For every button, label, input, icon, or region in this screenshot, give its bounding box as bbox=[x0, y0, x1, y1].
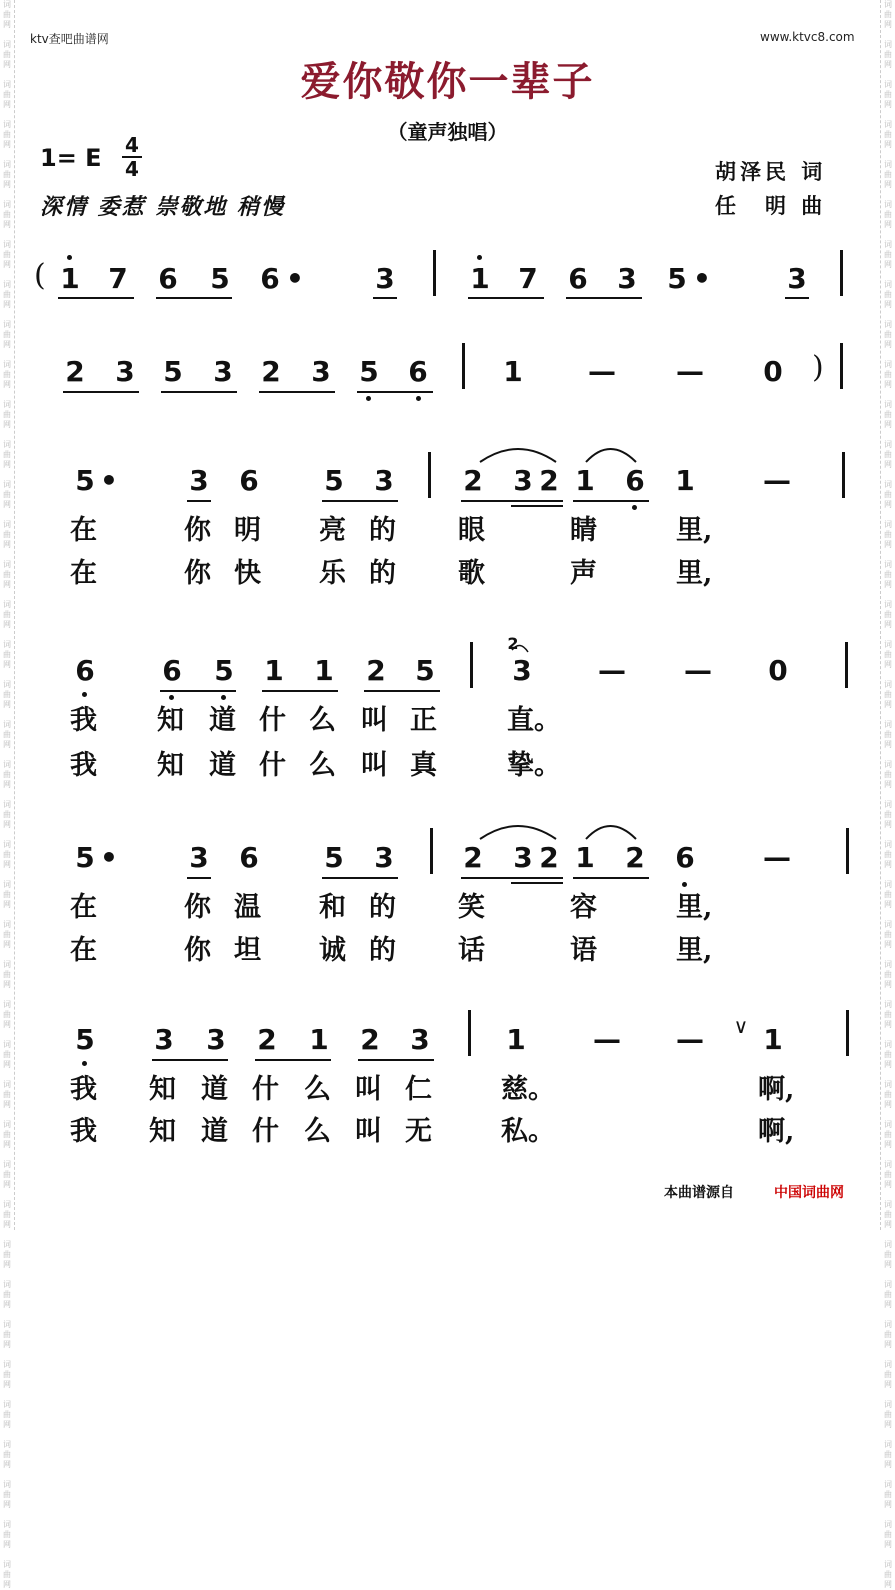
note: 6 bbox=[239, 464, 259, 497]
dash: — bbox=[684, 654, 712, 687]
note: 6 bbox=[675, 841, 695, 874]
note: 5 bbox=[359, 355, 379, 388]
lyric-char: 无 bbox=[405, 1116, 432, 1147]
note: 2 bbox=[539, 841, 559, 874]
grace-note: 2 bbox=[507, 634, 519, 653]
lyric-char: 的 bbox=[369, 558, 396, 589]
lyric-char: 么 bbox=[304, 1074, 331, 1105]
composer-credit: 任 明 曲 bbox=[715, 193, 827, 218]
lyric-char: 的 bbox=[369, 515, 396, 546]
dash: — bbox=[598, 654, 626, 687]
lyric-char: 啊, bbox=[758, 1116, 795, 1147]
watermark-right: www.ktvc8.com bbox=[760, 30, 855, 44]
lyric-char: 笑 bbox=[458, 892, 485, 923]
lyric-char: 眼 bbox=[458, 515, 485, 546]
lyric-char: 话 bbox=[458, 935, 485, 966]
note: 5 bbox=[667, 262, 687, 295]
lyric-char: 啊, bbox=[758, 1074, 795, 1105]
lyric-char: 直。 bbox=[507, 705, 561, 736]
lyric-char: 你 bbox=[184, 515, 211, 546]
lyric-char: 里, bbox=[676, 935, 713, 966]
note: 3 bbox=[512, 654, 532, 687]
note: 7 bbox=[108, 262, 128, 295]
note: 3 bbox=[787, 262, 807, 295]
lyric-char: 道 bbox=[209, 750, 236, 781]
note: 5 bbox=[324, 464, 344, 497]
note: 3 bbox=[115, 355, 135, 388]
dash: — bbox=[676, 1023, 704, 1056]
lyric-char: 的 bbox=[369, 892, 396, 923]
note: 1 bbox=[503, 355, 523, 388]
lyric-char: 正 bbox=[410, 705, 437, 736]
note: 5 bbox=[210, 262, 230, 295]
note: 1 bbox=[575, 841, 595, 874]
lyricist-credit: 胡泽民 词 bbox=[715, 159, 827, 184]
rest: 0 bbox=[763, 355, 783, 388]
lyric-char: 里, bbox=[676, 515, 713, 546]
watermark-left: ktv查吧曲谱网 bbox=[30, 32, 109, 46]
time-signature-bottom: 4 bbox=[125, 157, 139, 181]
time-signature-top: 4 bbox=[125, 133, 139, 157]
note: 3 bbox=[513, 464, 533, 497]
dot-note: • bbox=[286, 262, 304, 295]
lyric-char: 么 bbox=[309, 750, 336, 781]
note: 3 bbox=[374, 464, 394, 497]
note: 2 bbox=[261, 355, 281, 388]
note: 3 bbox=[189, 841, 209, 874]
lyric-char: 诚 bbox=[319, 935, 346, 966]
lyric-char: 你 bbox=[184, 558, 211, 589]
breath-mark: ∨ bbox=[733, 1014, 749, 1038]
open-paren: ( bbox=[34, 258, 46, 293]
lyric-char: 知 bbox=[157, 750, 184, 781]
note: 3 bbox=[189, 464, 209, 497]
lyric-char: 我 bbox=[70, 1074, 97, 1105]
note: 1 bbox=[470, 262, 490, 295]
lyric-char: 睛 bbox=[570, 515, 597, 546]
lyric-char: 声 bbox=[570, 558, 597, 589]
key-signature: 1= E bbox=[40, 144, 102, 172]
lyric-char: 道 bbox=[201, 1116, 228, 1147]
note: 1 bbox=[506, 1023, 526, 1056]
note: 5 bbox=[324, 841, 344, 874]
dash: — bbox=[763, 464, 791, 497]
note: 3 bbox=[213, 355, 233, 388]
left-side-watermark: 词 曲 网 词 曲 网 词 曲 网 词 曲 网 词 曲 网 词 曲 网 词 曲 网 词 曲 网 词 曲 网 词 曲 网 词 曲 网 词 曲 网 词 曲 网 词 曲 网 词 曲 网 词 曲 网 词 曲 网 词 曲 网 词 曲 网 词 曲 网 词 曲 网 词 曲 网 词 曲 网 词 曲 网 词 曲 网 词 曲 网 词 曲 网 词 曲 网 词 曲 网 词 曲 网 词 曲 网 词 曲 网 词 曲 网 词 曲 网 词 曲 网 词 曲 网 词 曲 网 词 曲 网 词 曲 网 词 曲 网 bbox=[0, 0, 15, 1230]
footer-site-link[interactable]: 中国词曲网 bbox=[774, 1185, 844, 1201]
note: 3 bbox=[206, 1023, 226, 1056]
lyric-char: 知 bbox=[157, 705, 184, 736]
lyric-char: 什 bbox=[259, 705, 286, 736]
note: 5 bbox=[75, 464, 95, 497]
note: 2 bbox=[625, 841, 645, 874]
lyric-char: 挚。 bbox=[507, 750, 561, 781]
lyric-char: 歌 bbox=[458, 558, 485, 589]
note: 3 bbox=[154, 1023, 174, 1056]
lyric-char: 什 bbox=[259, 750, 286, 781]
dash: — bbox=[763, 841, 791, 874]
lyric-char: 和 bbox=[319, 892, 346, 923]
dash: — bbox=[676, 355, 704, 388]
dot-note: • bbox=[100, 464, 118, 497]
note: 1 bbox=[763, 1023, 783, 1056]
dash: — bbox=[588, 355, 616, 388]
lyric-char: 里, bbox=[676, 558, 713, 589]
note: 5 bbox=[75, 1023, 95, 1056]
lyric-char: 什 bbox=[252, 1116, 279, 1147]
lyric-char: 乐 bbox=[319, 558, 346, 589]
note: 3 bbox=[311, 355, 331, 388]
note: 5 bbox=[415, 654, 435, 687]
note: 1 bbox=[309, 1023, 329, 1056]
lyric-char: 容 bbox=[570, 892, 597, 923]
lyric-char: 叫 bbox=[361, 750, 388, 781]
lyric-char: 在 bbox=[70, 558, 97, 589]
lyric-char: 叫 bbox=[361, 705, 388, 736]
note: 6 bbox=[158, 262, 178, 295]
lyric-char: 你 bbox=[184, 892, 211, 923]
lyric-char: 在 bbox=[70, 515, 97, 546]
lyric-char: 语 bbox=[570, 935, 597, 966]
lyric-char: 知 bbox=[149, 1116, 176, 1147]
note: 6 bbox=[239, 841, 259, 874]
lyric-char: 么 bbox=[309, 705, 336, 736]
lyric-char: 在 bbox=[70, 935, 97, 966]
dot-note: • bbox=[100, 841, 118, 874]
lyric-char: 私。 bbox=[501, 1116, 555, 1147]
lyric-char: 道 bbox=[201, 1074, 228, 1105]
lyric-char: 道 bbox=[209, 705, 236, 736]
grace-slur bbox=[512, 645, 528, 652]
note: 3 bbox=[513, 841, 533, 874]
note: 2 bbox=[463, 841, 483, 874]
note: 6 bbox=[568, 262, 588, 295]
note: 1 bbox=[314, 654, 334, 687]
lyric-char: 里, bbox=[676, 892, 713, 923]
note: 5 bbox=[214, 654, 234, 687]
lyric-char: 知 bbox=[149, 1074, 176, 1105]
lyric-char: 快 bbox=[234, 558, 261, 589]
note: 5 bbox=[163, 355, 183, 388]
note: 6 bbox=[408, 355, 428, 388]
lyric-char: 仁 bbox=[405, 1074, 432, 1105]
lyric-char: 的 bbox=[369, 935, 396, 966]
rest: 0 bbox=[768, 654, 788, 687]
slur bbox=[480, 449, 556, 462]
note: 1 bbox=[60, 262, 80, 295]
lyric-char: 在 bbox=[70, 892, 97, 923]
lyric-char: 温 bbox=[234, 892, 261, 923]
dot-note: • bbox=[693, 262, 711, 295]
slur bbox=[586, 826, 636, 839]
note: 2 bbox=[539, 464, 559, 497]
note: 6 bbox=[260, 262, 280, 295]
note: 1 bbox=[575, 464, 595, 497]
close-paren: ) bbox=[812, 350, 824, 385]
slur bbox=[480, 826, 556, 839]
note: 2 bbox=[463, 464, 483, 497]
dash: — bbox=[593, 1023, 621, 1056]
lyric-char: 我 bbox=[70, 750, 97, 781]
note: 6 bbox=[162, 654, 182, 687]
lyric-char: 你 bbox=[184, 935, 211, 966]
note: 3 bbox=[375, 262, 395, 295]
lyric-char: 真 bbox=[410, 750, 437, 781]
tempo-marking: 深情 委惹 崇敬地 稍慢 bbox=[40, 194, 285, 220]
footer-label: 本曲谱源自 bbox=[664, 1185, 734, 1201]
note: 1 bbox=[264, 654, 284, 687]
note: 2 bbox=[366, 654, 386, 687]
note: 6 bbox=[625, 464, 645, 497]
note: 3 bbox=[617, 262, 637, 295]
note: 2 bbox=[360, 1023, 380, 1056]
note: 3 bbox=[374, 841, 394, 874]
right-side-watermark: 词 曲 网 词 曲 网 词 曲 网 词 曲 网 词 曲 网 词 曲 网 词 曲 网 词 曲 网 词 曲 网 词 曲 网 词 曲 网 词 曲 网 词 曲 网 词 曲 网 词 曲 网 词 曲 网 词 曲 网 词 曲 网 词 曲 网 词 曲 网 词 曲 网 词 曲 网 词 曲 网 词 曲 网 词 曲 网 词 曲 网 词 曲 网 词 曲 网 词 曲 网 词 曲 网 词 曲 网 词 曲 网 词 曲 网 词 曲 网 词 曲 网 词 曲 网 词 曲 网 词 曲 网 词 曲 网 词 曲 网 bbox=[880, 0, 895, 1230]
note: 2 bbox=[65, 355, 85, 388]
lyric-char: 我 bbox=[70, 705, 97, 736]
lyric-char: 明 bbox=[234, 515, 261, 546]
song-subtitle: （童声独唱） bbox=[387, 120, 508, 144]
note: 6 bbox=[75, 654, 95, 687]
lyric-char: 叫 bbox=[355, 1074, 382, 1105]
note: 2 bbox=[257, 1023, 277, 1056]
note: 5 bbox=[75, 841, 95, 874]
lyric-char: 坦 bbox=[234, 935, 261, 966]
note: 3 bbox=[410, 1023, 430, 1056]
slur bbox=[586, 449, 636, 462]
lyric-char: 什 bbox=[252, 1074, 279, 1105]
lyric-char: 我 bbox=[70, 1116, 97, 1147]
note: 7 bbox=[518, 262, 538, 295]
lyric-char: 亮 bbox=[319, 515, 346, 546]
lyric-char: 叫 bbox=[355, 1116, 382, 1147]
song-title: 爱你敬你一辈子 bbox=[300, 59, 595, 105]
lyric-char: 么 bbox=[304, 1116, 331, 1147]
note: 1 bbox=[675, 464, 695, 497]
lyric-char: 慈。 bbox=[501, 1074, 555, 1105]
